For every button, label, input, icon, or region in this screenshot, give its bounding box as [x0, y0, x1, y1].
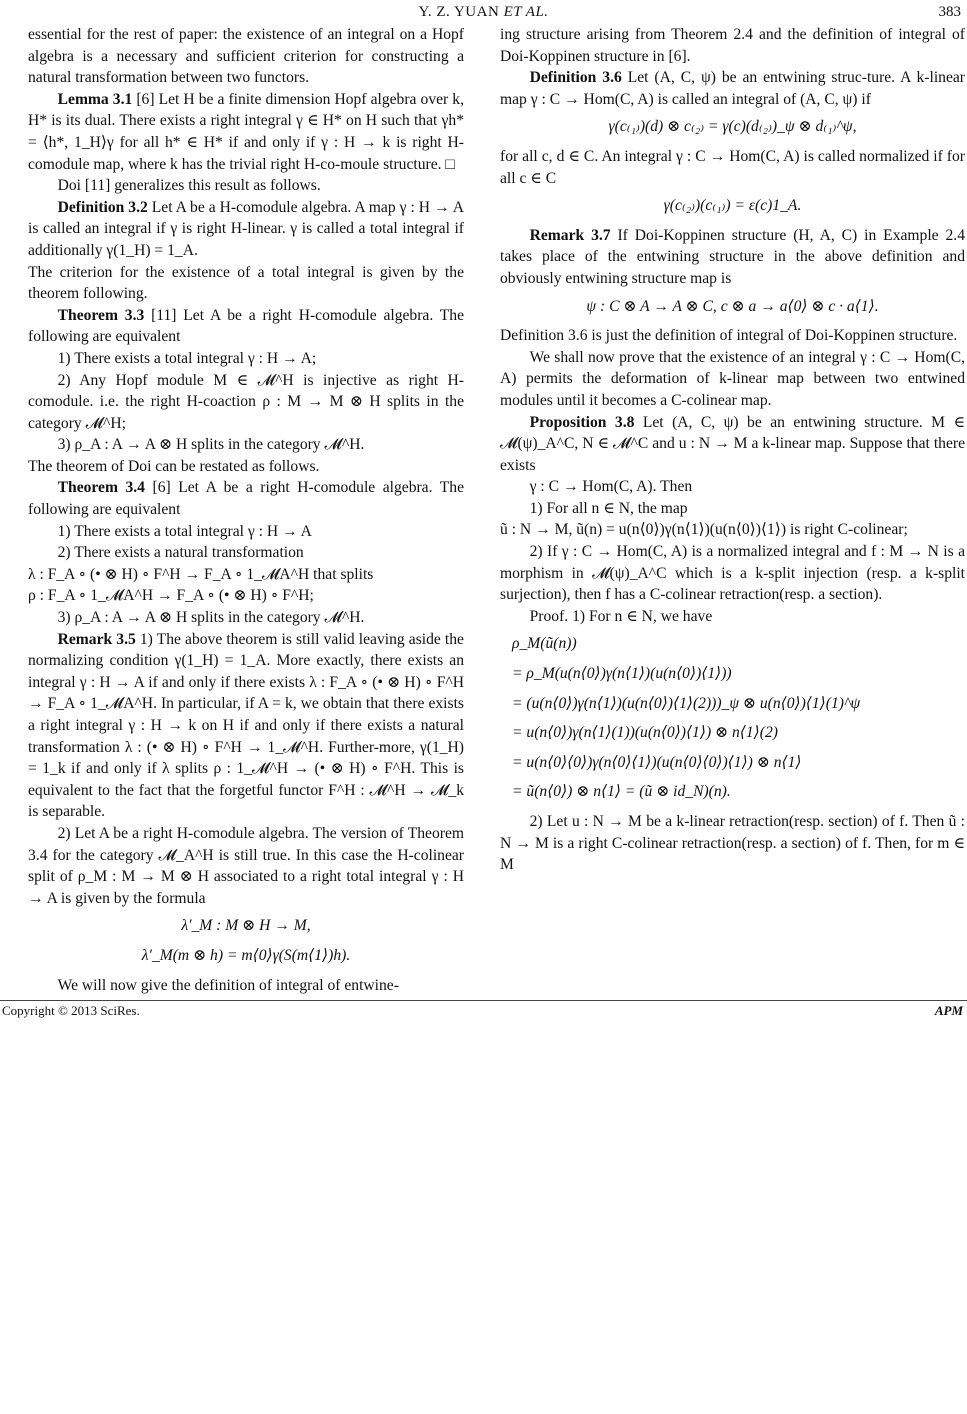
paragraph-text: ρ : F_A ∘ 1_𝓜A^H → F_A ∘ (• ⊗ H) ∘ F^H;	[28, 587, 314, 605]
paragraph-text: essential for the rest of paper: the existence of an integral on a Hopf algebra is a necessary and sufficient criterion for constructing a natural transformation between two functors.	[28, 26, 464, 87]
paragraph	[500, 347, 965, 412]
heading-label: Theorem 3.4	[57, 479, 145, 497]
paragraph	[28, 456, 464, 478]
paragraph-text: ψ : C ⊗ A → A ⊗ C, c ⊗ a → a⟨0⟩ ⊗ c · a⟨1⟩.	[586, 297, 879, 315]
paragraph	[500, 498, 965, 520]
paragraph-text: Doi [11] generalizes this result as follows.	[57, 177, 321, 195]
body-columns	[0, 24, 967, 996]
paragraph-text: 3) ρ_A : A → A ⊗ H splits in the category 𝓜^H.	[57, 609, 365, 627]
paragraph	[500, 476, 965, 498]
paragraph-text: 2) There exists a natural transformation	[57, 544, 304, 562]
paragraph-text: λ′_M : M ⊗ H → M,	[181, 917, 311, 935]
heading-label: Remark 3.7	[529, 226, 611, 244]
paragraph-text: 2) Let A be a right H-comodule algebra. The version of Theorem 3.4 for the category 𝓜_A^H is still true. In this case the H-colinear split of ρ_M : M → M ⊗ H associated to a right total integral γ : H → A is given by the formula	[28, 824, 464, 907]
equation	[512, 752, 965, 774]
paragraph-text: [11] Let A be a right H-comodule algebra. The following are equivalent	[28, 306, 464, 346]
paragraph	[28, 24, 464, 89]
paragraph-text: Let (A, C, ψ) be an entwining struc-ture. A k-linear map γ : C → Hom(C, A) is called an integral of (A, C, ψ) if	[500, 69, 965, 108]
paragraph	[28, 197, 464, 262]
paragraph	[28, 542, 464, 564]
paragraph-text: We will now give the definition of integral of entwine-	[57, 976, 399, 994]
paragraph-text: 1) For all n ∈ N, the map	[529, 499, 688, 517]
paragraph-text: Let A be a H-comodule algebra. A map γ : H → A is called an integral if γ is right H-linear. γ is called a total integral if additionally γ(1_H) = 1_A.	[28, 198, 464, 259]
paragraph	[500, 146, 965, 189]
paragraph	[28, 521, 464, 543]
paragraph	[500, 24, 965, 67]
paragraph-text: Proof. 1) For n ∈ N, we have	[529, 607, 713, 625]
paragraph-text: If Doi-Koppinen structure (H, A, C) in Example 2.4 takes place of the entwining structure in the above definition and obviously entwining structure map is	[500, 226, 965, 287]
paragraph	[28, 262, 464, 305]
paragraph	[500, 519, 965, 541]
paragraph	[28, 823, 464, 909]
equation	[500, 116, 965, 138]
paragraph-text: ing structure arising from Theorem 2.4 and the definition of integral of Doi-Koppinen structure in [6].	[500, 26, 965, 65]
heading-label: Theorem 3.3	[57, 306, 145, 324]
paragraph-text: λ′_M(m ⊗ h) = m⟨0⟩γ(S(m⟨1⟩)h).	[141, 946, 351, 964]
equation	[512, 693, 965, 715]
paragraph-text: 2) If γ : C → Hom(C, A) is a normalized integral and f : M → N is a morphism in 𝓜(ψ)_A^C which is a k-split injection (resp. a k-split surjection), then f has a C-colinear retraction(resp. a section).	[500, 543, 965, 604]
paragraph-text: 2) Let u : N → M be a k-linear retraction(resp. section) of f. Then ũ : N → M is a right C-colinear retraction(resp. a section) of f. Then, for m ∈ M	[500, 813, 965, 874]
heading-label: Lemma 3.1	[57, 90, 133, 108]
paragraph-text: = u(n⟨0⟩)γ(n⟨1⟩(1))(u(n⟨0⟩)⟨1⟩) ⊗ n⟨1⟩(2)	[512, 724, 778, 742]
paragraph	[500, 67, 965, 110]
paragraph	[500, 541, 965, 606]
paragraph	[28, 629, 464, 823]
header-etal: ET AL.	[503, 4, 549, 20]
paragraph-text: The theorem of Doi can be restated as follows.	[28, 457, 320, 475]
footer-journal: APM	[934, 1003, 963, 1019]
heading-label: Proposition 3.8	[529, 413, 635, 431]
equation	[28, 915, 464, 937]
paragraph	[28, 305, 464, 348]
paragraph	[28, 607, 464, 629]
paragraph-text: Definition 3.6 is just the definition of integral of Doi-Koppinen structure.	[500, 327, 958, 345]
equation	[500, 296, 965, 318]
header-row	[0, 0, 967, 24]
paragraph-text: γ : C → Hom(C, A). Then	[529, 478, 693, 496]
paragraph	[28, 175, 464, 197]
paragraph-text: λ : F_A ∘ (• ⊗ H) ∘ F^H → F_A ∘ 1_𝓜A^H that splits	[28, 565, 374, 583]
paragraph-text: [6] Let A be a right H-comodule algebra. The following are equivalent	[28, 479, 464, 519]
paragraph	[28, 434, 464, 456]
equation	[512, 722, 965, 744]
paragraph	[500, 811, 965, 876]
paragraph-text: [6] Let H be a finite dimension Hopf algebra over k, H* is its dual. There exists a right integral γ ∈ H* on H such that γh* = ⟨h*, 1_H⟩γ for all h* ∈ H* if and only if γ : H → k is right H-comodule map, where k has the trivial right H-co-moule structure. □	[28, 90, 464, 173]
paragraph-text: The criterion for the existence of a total integral is given by the theorem following.	[28, 263, 464, 303]
paragraph	[500, 412, 965, 477]
heading-label: Definition 3.2	[57, 198, 148, 216]
paragraph-text: Let (A, C, ψ) be an entwining structure. M ∈ 𝓜(ψ)_A^C, N ∈ 𝓜^C and u : N → M a k-linear map. Suppose that there exists	[500, 413, 965, 474]
paragraph	[500, 606, 965, 628]
paragraph	[28, 975, 464, 997]
page-number: 383	[938, 4, 961, 20]
paragraph-text: = ρ_M(u(n⟨0⟩)γ(n⟨1⟩)(u(n⟨0⟩)⟨1⟩))	[512, 665, 732, 683]
paragraph	[28, 370, 464, 435]
paragraph-text: γ(c₍₂₎)(c₍₁₎) = ε(c)1_A.	[663, 197, 802, 215]
heading-label: Remark 3.5	[57, 630, 136, 648]
paragraph-text: We shall now prove that the existence of an integral γ : C → Hom(C, A) permits the deformation of k-linear map between two entwined modules until it becomes a C-colinear map.	[500, 348, 965, 409]
equation	[512, 633, 965, 655]
paragraph-text: for all c, d ∈ C. An integral γ : C → Hom(C, A) is called normalized if for all c ∈ C	[500, 147, 965, 187]
paragraph-text: = u(n⟨0⟩⟨0⟩)γ(n⟨0⟩⟨1⟩)(u(n⟨0⟩⟨0⟩)⟨1⟩) ⊗ n⟨1⟩	[512, 753, 802, 771]
paragraph-text: 3) ρ_A : A → A ⊗ H splits in the category 𝓜^H.	[57, 436, 365, 454]
paragraph-text: = ũ(n⟨0⟩) ⊗ n⟨1⟩ = (ũ ⊗ id_N)(n).	[512, 783, 731, 801]
paragraph	[28, 585, 464, 607]
paragraph-text: 1) The above theorem is still valid leaving aside the normalizing condition γ(1_H) = 1_A. More exactly, there exists an integral γ : H → A if and only if there exists λ : F_A ∘ (• ⊗ H) ∘ F^H → F_A ∘ 1_𝓜A^H. In particular, if A = k, we obtain that there exists a right integral γ : H → k on H if and only if there exists a natural transformation λ : (• ⊗ H) ∘ F^H → 1_𝓜^H. Further-more, γ(1_H) = 1_k if and only if λ splits ρ : 1_𝓜^H → (• ⊗ H) ∘ F^H. This is equivalent to the fact that the forgetful functor F^H : 𝓜^H → 𝓜_k is separable.	[28, 630, 464, 821]
paragraph-text: γ(c₍₁₎)(d) ⊗ c₍₂₎ = γ(c)(d₍₂₎)_ψ ⊗ d₍₁₎^ψ,	[608, 118, 857, 136]
right-column	[500, 24, 965, 876]
paragraph-text: = (u(n⟨0⟩)γ(n⟨1⟩)(u(n⟨0⟩)⟨1⟩(2)))_ψ ⊗ u(n⟨0⟩)⟨1⟩(1)^ψ	[512, 694, 861, 712]
paragraph	[28, 348, 464, 370]
paragraph	[500, 325, 965, 347]
paragraph-text: ũ : N → M, ũ(n) = u(n⟨0⟩)γ(n⟨1⟩)(u(n⟨0⟩)⟨1⟩) is right C-colinear;	[500, 521, 908, 539]
paragraph	[28, 477, 464, 520]
equation	[500, 195, 965, 217]
paragraph-text: ρ_M(ũ(n))	[512, 635, 577, 653]
equation	[512, 663, 965, 685]
running-header	[0, 3, 967, 21]
equation	[28, 945, 464, 967]
heading-label: Definition 3.6	[529, 69, 622, 87]
paragraph	[28, 564, 464, 586]
left-column	[28, 24, 464, 996]
paragraph-text: 1) There exists a total integral γ : H → A	[57, 522, 312, 540]
footer	[0, 1000, 967, 1019]
paragraph-text: 2) Any Hopf module M ∈ 𝓜^H is injective as right H-comodule. i.e. the right H-coaction ρ : M → M ⊗ H splits in the category 𝓜^H;	[28, 371, 464, 432]
paragraph	[500, 225, 965, 290]
equation	[512, 781, 965, 803]
paragraph-text: 1) There exists a total integral γ : H → A;	[57, 349, 317, 367]
paragraph	[28, 89, 464, 175]
footer-copyright: Copyright © 2013 SciRes.	[2, 1003, 140, 1019]
header-authors: Y. Z. YUAN	[418, 4, 500, 20]
